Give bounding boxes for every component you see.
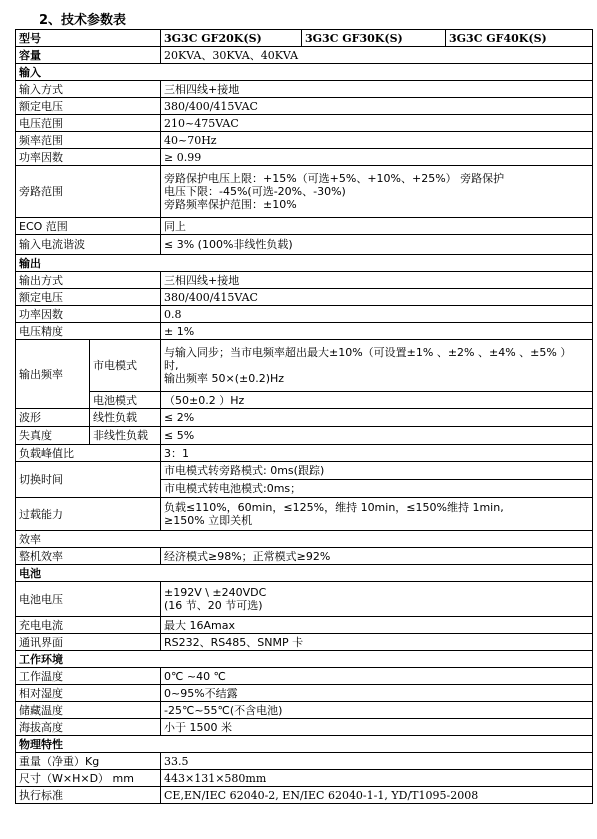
row-value: 443×131×580mm xyxy=(161,770,593,787)
section-heading: 2、技术参数表 xyxy=(39,13,127,28)
table-row xyxy=(16,498,593,531)
table-row xyxy=(16,340,593,392)
row-label: 重量（净重）Kg xyxy=(16,753,161,770)
sub-label: 电池模式 xyxy=(90,392,161,409)
bypass-line: 旁路保护电压上限：+15%（可选+5%、+10%、+25%） 旁路保护 xyxy=(164,172,505,185)
row-label: 相对湿度 xyxy=(16,685,161,702)
table-row xyxy=(16,98,593,115)
table-row xyxy=(16,617,593,634)
input-section-row xyxy=(16,64,593,81)
model-1: 3G3C GF20K(S) xyxy=(161,30,302,47)
row-label: 通讯界面 xyxy=(16,634,161,651)
table-row xyxy=(16,272,593,289)
table-row xyxy=(16,115,593,132)
row-value: 33.5 xyxy=(161,753,593,770)
table-row xyxy=(16,668,593,685)
row-value: ≤ 5% xyxy=(161,427,593,445)
efficiency-section-row xyxy=(16,531,593,548)
row-value: 0.8 xyxy=(161,306,593,323)
table-row xyxy=(16,166,593,218)
row-label: 电压精度 xyxy=(16,323,161,340)
table-row xyxy=(16,81,593,98)
battery-voltage-line: (16 节、20 节可选) xyxy=(164,599,263,612)
capacity-value: 20KVA、30KVA、40KVA xyxy=(161,47,593,64)
row-value: 380/400/415VAC xyxy=(161,289,593,306)
row-value xyxy=(161,340,593,392)
transfer-line: 市电模式转旁路模式: 0ms(跟踪) xyxy=(164,464,325,477)
row-label: 尺寸（W×H×D） mm xyxy=(16,770,161,787)
row-value: 0~95%不结露 xyxy=(161,685,593,702)
row-value xyxy=(161,462,593,498)
row-label: 过载能力 xyxy=(16,498,161,531)
row-label: 充电电流 xyxy=(16,617,161,634)
table-row xyxy=(16,770,593,787)
row-value: 40~70Hz xyxy=(161,132,593,149)
row-value: 3：1 xyxy=(161,445,593,462)
row-value: 210~475VAC xyxy=(161,115,593,132)
row-label: 额定电压 xyxy=(16,98,161,115)
bypass-line: 电压下限：-45%(可选-20%、-30%) xyxy=(164,185,346,198)
table-row xyxy=(16,392,593,409)
row-label: 电压范围 xyxy=(16,115,161,132)
row-value: -25℃~55℃(不含电池) xyxy=(161,702,593,719)
row-label: 工作温度 xyxy=(16,668,161,685)
table-row xyxy=(16,323,593,340)
row-value: ≤ 3% (100%非线性负载) xyxy=(161,235,593,255)
row-label: 负载峰值比 xyxy=(16,445,161,462)
row-value: RS232、RS485、SNMP 卡 xyxy=(161,634,593,651)
sub-label: 非线性负载 xyxy=(90,427,161,445)
row-label: 电池电压 xyxy=(16,582,161,617)
bypass-line: 旁路频率保护范围：±10% xyxy=(164,198,297,211)
row-value: CE,EN/IEC 62040-2, EN/IEC 62040-1-1, YD/T1095-2008 xyxy=(161,787,593,804)
row-value xyxy=(161,582,593,617)
overload-line: ≥150% 立即关机 xyxy=(164,514,253,527)
freq-line: 与输入同步；当市电频率超出最大±10%（可设置±1% 、±2% 、±4% 、±5% ） xyxy=(164,346,572,359)
overload-line: 负载≤110%，60min，≤125%，维持 10min，≤150%维持 1min, xyxy=(164,501,504,514)
wave-label-b: 失真度 xyxy=(16,426,89,444)
row-label: 功率因数 xyxy=(16,149,161,166)
output-section-title: 输出 xyxy=(16,255,593,272)
table-row xyxy=(16,132,593,149)
row-value: ± 1% xyxy=(161,323,593,340)
row-label: 输入电流谐波 xyxy=(16,235,161,255)
table-row xyxy=(16,548,593,565)
model-row xyxy=(16,30,593,47)
transfer-line: 市电模式转电池模式:0ms； xyxy=(161,479,592,497)
battery-section-title: 电池 xyxy=(16,565,593,582)
row-value: 最大 16Amax xyxy=(161,617,593,634)
row-value xyxy=(161,166,593,218)
table-row xyxy=(16,753,593,770)
row-label: 旁路范围 xyxy=(16,166,161,218)
row-label: 频率范围 xyxy=(16,132,161,149)
row-label: 输入方式 xyxy=(16,81,161,98)
freq-line: 输出频率 50×(±0.2)Hz xyxy=(164,372,285,385)
table-row xyxy=(16,685,593,702)
sub-label: 市电模式 xyxy=(90,340,161,392)
row-label: 功率因数 xyxy=(16,306,161,323)
environment-section-row xyxy=(16,651,593,668)
row-value: ≤ 2% xyxy=(161,409,593,427)
row-label: 切换时间 xyxy=(16,462,161,498)
table-row xyxy=(16,445,593,462)
row-label: 输出频率 xyxy=(16,340,90,409)
output-section-row xyxy=(16,255,593,272)
row-label: 额定电压 xyxy=(16,289,161,306)
table-row xyxy=(16,427,593,445)
sub-label: 线性负载 xyxy=(90,409,161,427)
battery-section-row xyxy=(16,565,593,582)
table-row xyxy=(16,462,593,498)
table-row xyxy=(16,409,593,427)
row-label: 整机效率 xyxy=(16,548,161,565)
table-row xyxy=(16,719,593,736)
table-row xyxy=(16,787,593,804)
table-row xyxy=(16,634,593,651)
efficiency-section-title: 效率 xyxy=(16,531,593,548)
table-row xyxy=(16,582,593,617)
wave-label-a: 波形 xyxy=(19,411,41,424)
wave-label xyxy=(16,409,90,445)
row-label: 执行标准 xyxy=(16,787,161,804)
table-row xyxy=(16,306,593,323)
physical-section-title: 物理特性 xyxy=(16,736,593,753)
capacity-label: 容量 xyxy=(16,47,161,64)
freq-line: 时, xyxy=(164,359,179,372)
row-value: （50±0.2 ）Hz xyxy=(161,392,593,409)
capacity-row xyxy=(16,47,593,64)
model-label: 型号 xyxy=(16,30,161,47)
row-value: 同上 xyxy=(161,218,593,235)
model-2: 3G3C GF30K(S) xyxy=(302,30,446,47)
row-value: 三相四线+接地 xyxy=(161,272,593,289)
row-value: 380/400/415VAC xyxy=(161,98,593,115)
physical-section-row xyxy=(16,736,593,753)
table-row xyxy=(16,218,593,235)
table-row xyxy=(16,149,593,166)
row-label: 海拔高度 xyxy=(16,719,161,736)
row-value xyxy=(161,498,593,531)
row-label: ECO 范围 xyxy=(16,218,161,235)
battery-voltage-line: ±192V \ ±240VDC xyxy=(164,586,267,599)
spec-table xyxy=(15,29,593,804)
row-value: 经济模式≥98%；正常模式≥92% xyxy=(161,548,593,565)
row-value: 0℃ ~40 ℃ xyxy=(161,668,593,685)
table-row xyxy=(16,235,593,255)
row-value: 三相四线+接地 xyxy=(161,81,593,98)
table-row xyxy=(16,702,593,719)
input-section-title: 输入 xyxy=(16,64,593,81)
model-3: 3G3C GF40K(S) xyxy=(446,30,593,47)
environment-section-title: 工作环境 xyxy=(16,651,593,668)
table-row xyxy=(16,289,593,306)
row-label: 输出方式 xyxy=(16,272,161,289)
row-value: ≥ 0.99 xyxy=(161,149,593,166)
row-label: 储藏温度 xyxy=(16,702,161,719)
row-value: 小于 1500 米 xyxy=(161,719,593,736)
